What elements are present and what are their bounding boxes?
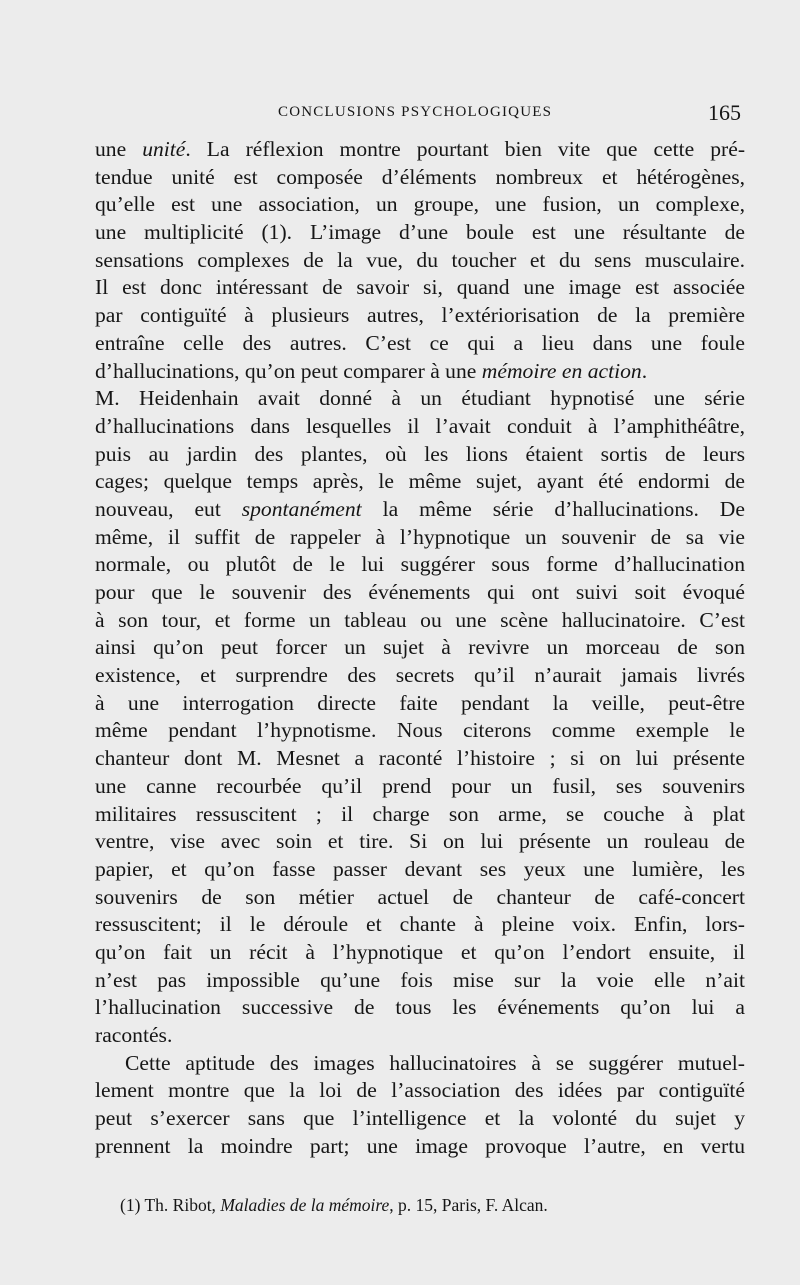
text-line: normale, ou plutôt de le lui suggérer sous forme d’hallucination — [95, 552, 745, 577]
text-line: nouveau, eut spontanément la même série d’hallucinations. De — [95, 496, 745, 521]
text-line: militaires ressuscitent ; il charge son arme, se couche à plat — [95, 801, 745, 826]
text-line: qu’on fait un récit à l’hypnotique et qu’on l’endort ensuite, il — [95, 939, 745, 964]
text-line: n’est pas impossible qu’une fois mise sur la voie elle n’ait — [95, 967, 745, 992]
text-line: d’hallucinations dans lesquelles il l’avait conduit à l’amphithéâtre, — [95, 413, 745, 438]
text-line: ressuscitent; il le déroule et chante à pleine voix. Enfin, lors- — [95, 912, 745, 937]
text-line: une unité. La réflexion montre pourtant bien vite que cette pré- — [95, 137, 746, 161]
text-line: même pendant l’hypnotisme. Nous citerons comme exemple le — [95, 718, 745, 743]
text-line: prennent la moindre part; une image provoque l’autre, en vertu — [95, 1133, 745, 1158]
text-line: par contiguïté à plusieurs autres, l’extériorisation de la première — [95, 303, 745, 328]
text-line: souvenirs de son métier actuel de chanteur de café-concert — [95, 884, 745, 909]
text-line: existence, et surprendre des secrets qu’il n’aurait jamais livrés — [95, 663, 745, 688]
text-line: d’hallucinations, qu’on peut comparer à une mémoire en action. — [95, 358, 648, 383]
text-line: une multiplicité (1). L’image d’une boule est une résultante de — [95, 220, 745, 245]
text-line: à son tour, et forme un tableau ou une scène hallucinatoire. C’est — [95, 607, 745, 632]
body-text — [95, 136, 745, 1160]
text-line: sensations complexes de la vue, du toucher et du sens musculaire. — [95, 247, 745, 272]
text-line: l’hallucination successive de tous les événements qu’on lui a — [95, 995, 745, 1020]
footnote: (1) Th. Ribot, Maladies de la mémoire, p. 15, Paris, F. Alcan. — [120, 1195, 548, 1215]
text-line: Il est donc intéressant de savoir si, quand une image est associée — [95, 275, 745, 300]
text-line: peut s’exercer sans que l’intelligence et la volonté du sujet y — [95, 1106, 745, 1131]
text-line: puis au jardin des plantes, où les lions étaient sortis de leurs — [95, 441, 745, 466]
text-line: même, il suffit de rappeler à l’hypnotique un souvenir de sa vie — [95, 524, 745, 549]
page-header — [96, 100, 741, 128]
text-line: qu’elle est une association, un groupe, une fusion, un complexe, — [95, 192, 745, 217]
text-line: cages; quelque temps après, le même sujet, ayant été endormi de — [95, 469, 745, 494]
text-line: une canne recourbée qu’il prend pour un fusil, ses souvenirs — [95, 773, 745, 798]
text-line: papier, et qu’on fasse passer devant ses yeux une lumière, les — [95, 856, 745, 881]
text-line: chanteur dont M. Mesnet a raconté l’histoire ; si on lui présente — [95, 746, 745, 771]
text-line: racontés. — [95, 1023, 173, 1047]
text-line: lement montre que la loi de l’association des idées par contiguïté — [95, 1078, 745, 1103]
text-line: Cette aptitude des images hallucinatoires à se suggérer mutuel- — [125, 1050, 745, 1075]
text-line: M. Heidenhain avait donné à un étudiant hypnotisé une série — [95, 386, 745, 411]
italic-text: spontanément — [241, 496, 362, 521]
text-line: pour que le souvenir des événements qui ont suivi soit évoqué — [95, 580, 745, 604]
text-line: tendue unité est composée d’éléments nombreux et hétérogènes, — [95, 164, 745, 189]
text-line: ainsi qu’on peut forcer un sujet à revivre un morceau de son — [95, 635, 745, 660]
text-line: à une interrogation directe faite pendant la veille, peut-être — [95, 690, 745, 715]
page-number: 165 — [708, 100, 741, 125]
text-line: entraîne celle des autres. C’est ce qui a lieu dans une foule — [95, 330, 745, 355]
italic-text: Maladies de la mémoire — [220, 1195, 390, 1215]
italic-text: unité — [142, 137, 186, 161]
text-line: ventre, vise avec soin et tire. Si on lui présente un rouleau de — [95, 829, 745, 854]
running-title: CONCLUSIONS PSYCHOLOGIQUES — [278, 104, 553, 120]
italic-text: mémoire en action — [481, 358, 642, 383]
